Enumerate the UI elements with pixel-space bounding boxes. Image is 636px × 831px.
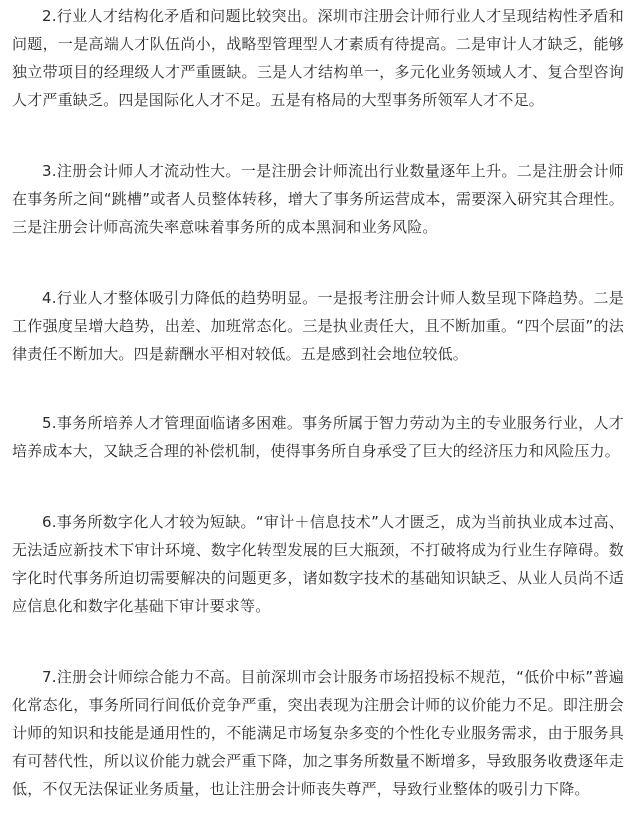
- paragraph-3-talent-mobility: 3.注册会计师人才流动性大。一是注册会计师流出行业数量逐年上升。二是注册会计师在事务所之间“跳槽”或者人员整体转移，增大了事务所运营成本，需要深入研究其合理性。三是注册会计师高流失率意味着事务所的成本黑洞和业务风险。: [12, 162, 624, 236]
- paragraph-6-digital-talent: 6.事务所数字化人才较为短缺。“审计＋信息技术”人才匮乏，成为当前执业成本过高、无法适应新技术下审计环境、数字化转型发展的巨大瓶颈，不打破将成为行业生存障碍。数字化时代事务所迫切需要解决的问题更多，诸如数字技术的基础知识缺乏、从业人员尚不适应信息化和数字化基础下审计要求等。: [12, 513, 624, 615]
- paragraph-4-attractiveness: 4.行业人才整体吸引力降低的趋势明显。一是报考注册会计师人数呈现下降趋势。二是工作强度呈增大趋势，出差、加班常态化。三是执业责任大，且不断加重。“四个层面”的法律责任不断加大。四是薪酬水平相对较低。五是感到社会地位较低。: [12, 289, 624, 363]
- paragraph-7-comprehensive-ability: 7.注册会计师综合能力不高。目前深圳市会计服务市场招投标不规范，“低价中标”普遍化常态化，事务所同行间低价竞争严重，突出表现为注册会计师的议价能力不足。即注册会计师的知识和技能是通用性的，不能满足市场复杂多变的个性化专业服务需求，由于服务具有可替代性，所以议价能力就会严重下降，加之事务所数量不断增多，导致服务收费逐年走低，不仅无法保证业务质量，也让注册会计师丧失尊严，导致行业整体的吸引力下降。: [12, 668, 624, 798]
- paragraph-5-training-difficulty: 5.事务所培养人才管理面临诸多困难。事务所属于智力劳动为主的专业服务行业，人才培养成本大，又缺乏合理的补偿机制，使得事务所自身承受了巨大的经济压力和风险压力。: [12, 414, 624, 460]
- document-body: [12, 0, 624, 831]
- paragraph-2-talent-structure: 2.行业人才结构化矛盾和问题比较突出。深圳市注册会计师行业人才呈现结构性矛盾和问题，一是高端人才队伍尚小，战略型管理型人才素质有待提高。二是审计人才缺乏，能够独立带项目的经理级人才严重匮缺。三是人才结构单一，多元化业务领域人才、复合型咨询人才严重缺乏。四是国际化人才不足。五是有格局的大型事务所领军人才不足。: [12, 7, 624, 109]
